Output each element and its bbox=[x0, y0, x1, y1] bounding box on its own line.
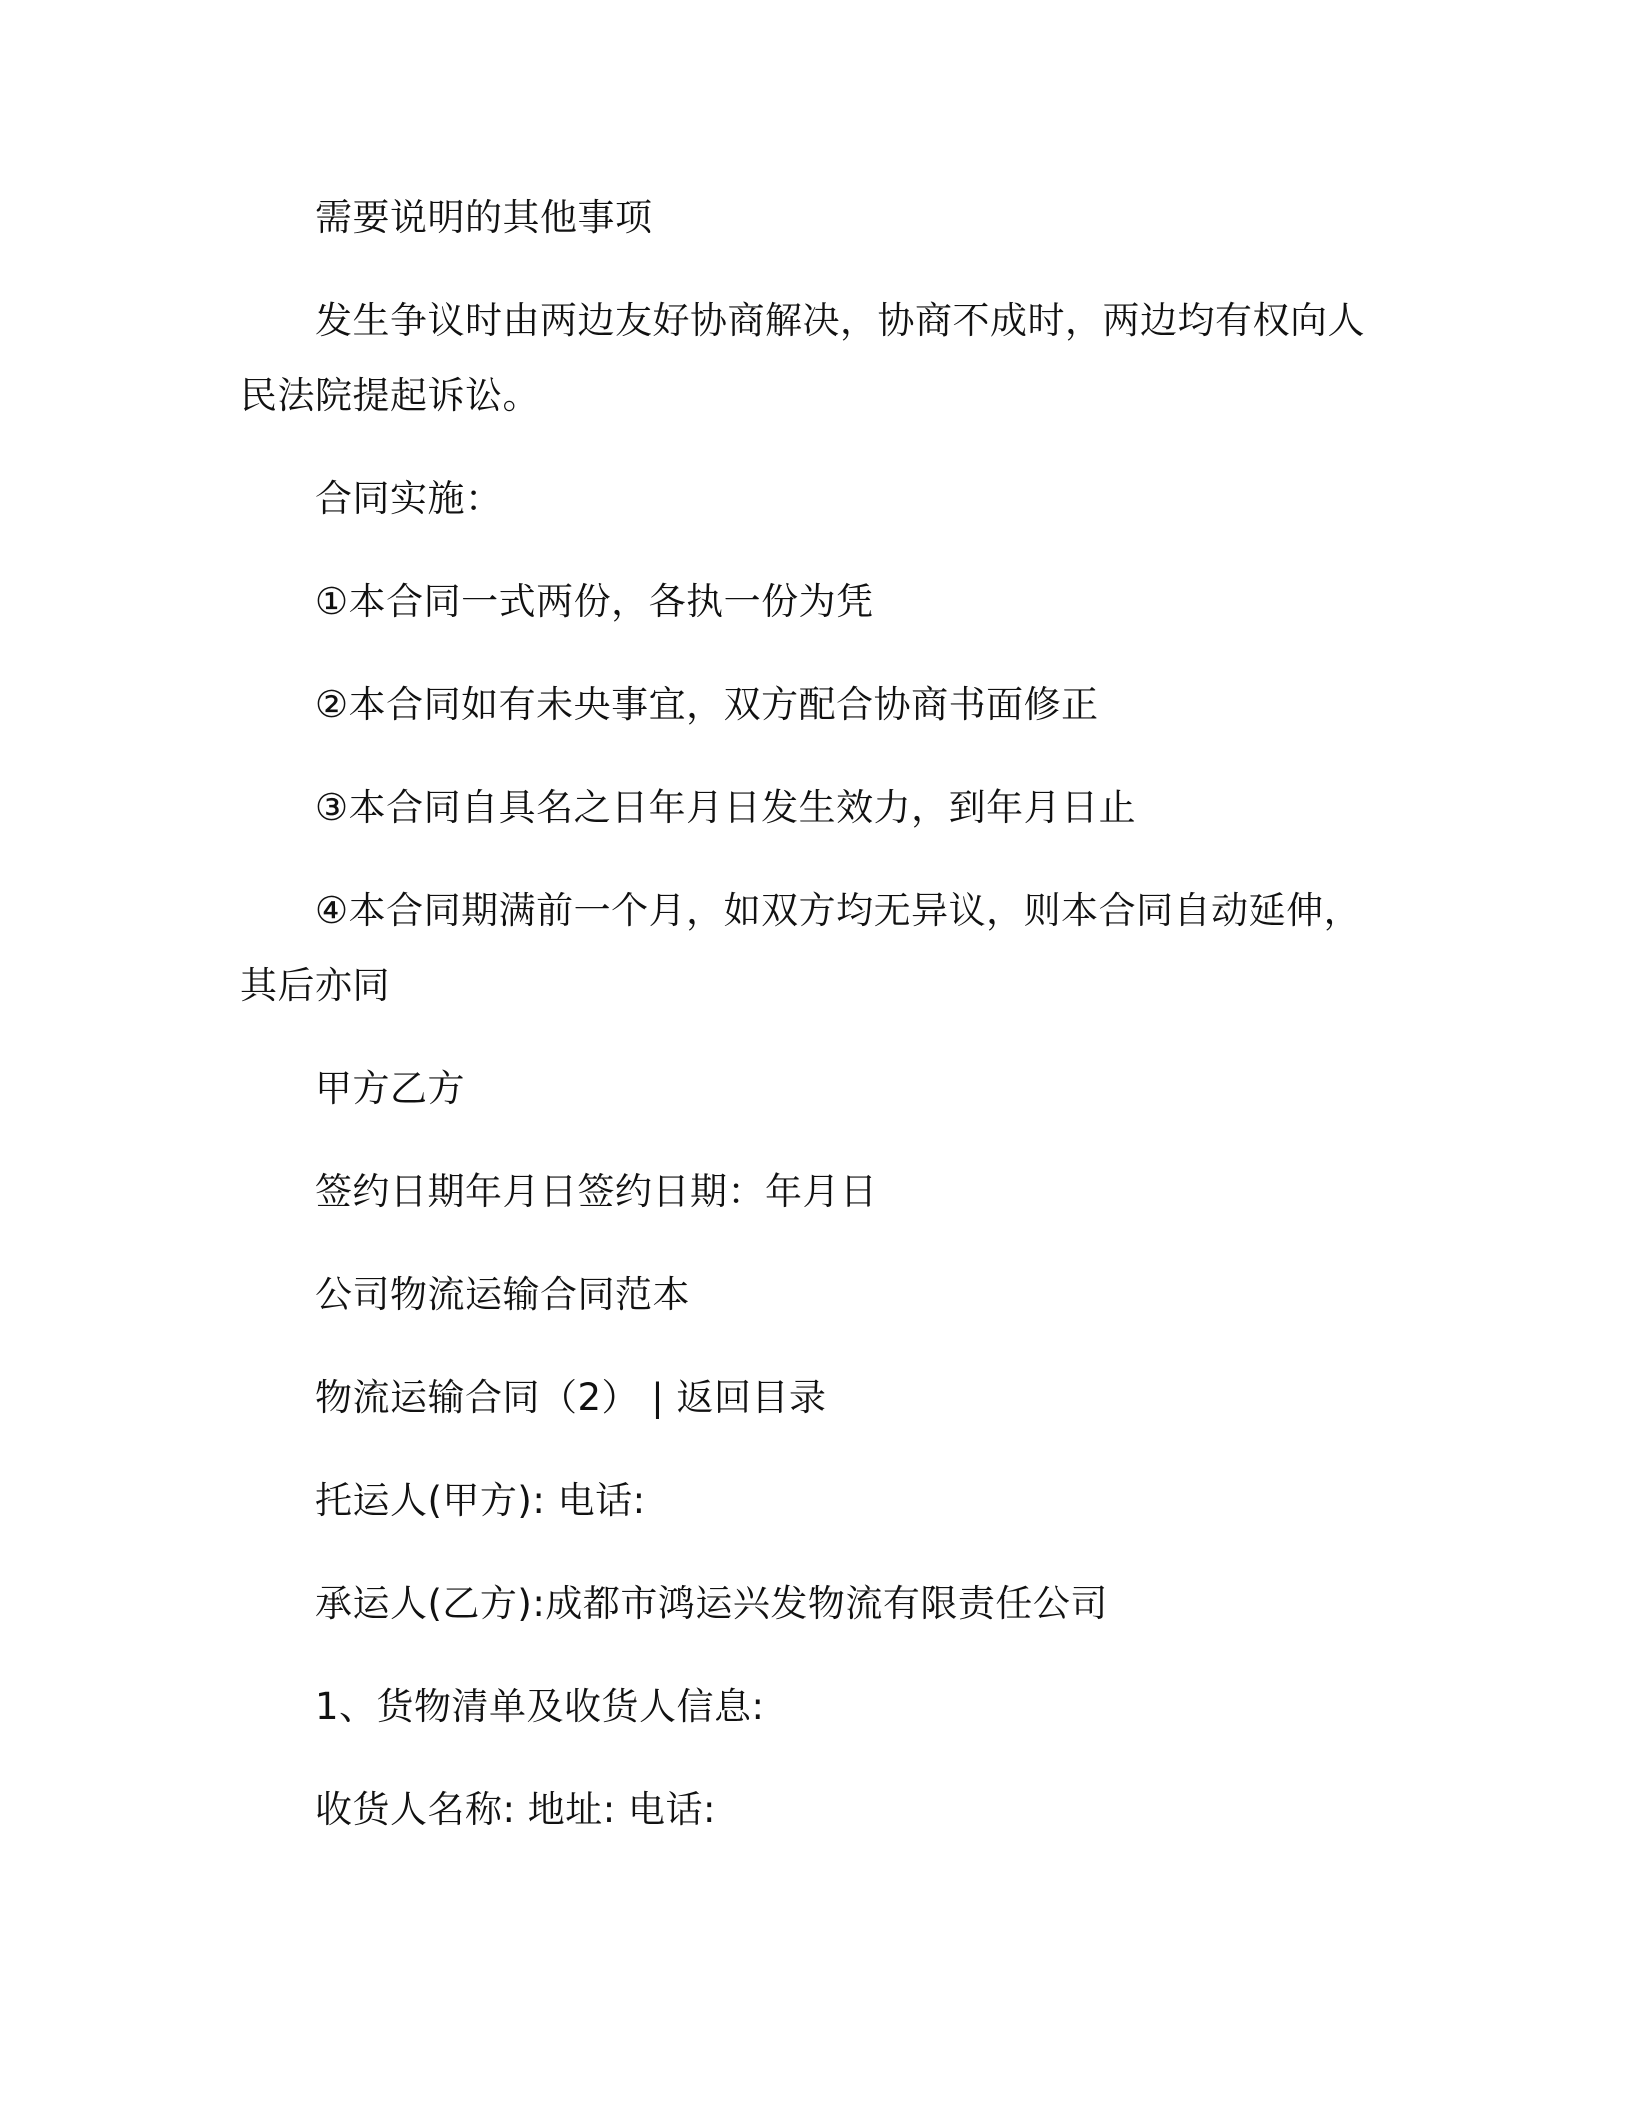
clause-1: ①本合同一式两份，各执一份为凭 bbox=[315, 580, 874, 623]
carrier-line: 承运人(乙方):成都市鸿运兴发物流有限责任公司 bbox=[315, 1582, 1108, 1625]
template-title: 公司物流运输合同范本 bbox=[315, 1273, 690, 1316]
clause-4: ④本合同期满前一个月，如双方均无异议，则本合同自动延伸，其后亦同 bbox=[240, 889, 1362, 1007]
document-body bbox=[240, 180, 1370, 1847]
contract-2-title-link[interactable]: 物流运输合同（2） | 返回目录 bbox=[315, 1376, 827, 1419]
dispute-resolution-paragraph: 发生争议时由两边友好协商解决，协商不成时，两边均有权向人民法院提起诉讼。 bbox=[240, 299, 1365, 417]
section-heading-other-matters: 需要说明的其他事项 bbox=[315, 196, 653, 239]
contract-implementation-heading: 合同实施： bbox=[315, 477, 503, 520]
goods-list-heading: 1、货物清单及收货人信息: bbox=[315, 1685, 765, 1728]
clause-3: ③本合同自具名之日年月日发生效力，到年月日止 bbox=[315, 786, 1137, 829]
signing-dates: 签约日期年月日签约日期：年月日 bbox=[315, 1170, 878, 1213]
shipper-line: 托运人(甲方): 电话: bbox=[315, 1479, 646, 1522]
party-labels: 甲方乙方 bbox=[315, 1067, 465, 1110]
clause-2: ②本合同如有未央事宜，双方配合协商书面修正 bbox=[315, 683, 1099, 726]
consignee-info-line: 收货人名称: 地址: 电话: bbox=[315, 1788, 716, 1831]
